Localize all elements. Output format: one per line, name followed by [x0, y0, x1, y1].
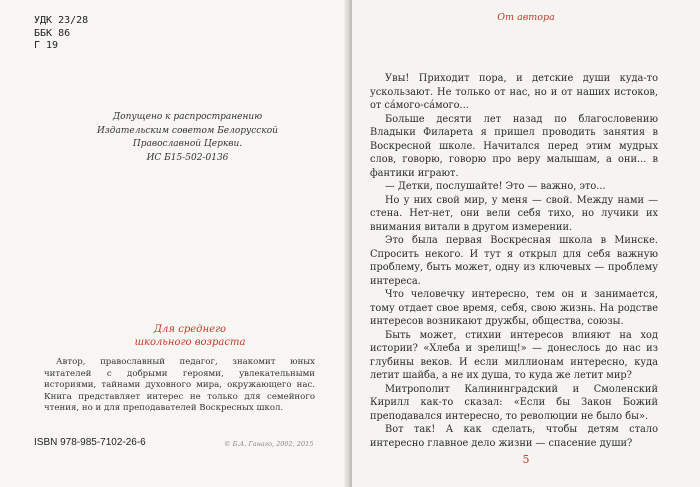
audience-line: школьного возраста — [134, 337, 246, 348]
age-audience — [110, 323, 270, 349]
paragraph: Это была первая Воскресная школа в Минске. Спросить некого. И тут я открыл для себя важную проблему, быть может, одну из ключевых — проблему интереса. — [370, 235, 658, 287]
bbk-line: ББК 86 — [34, 27, 71, 39]
paragraph: Митрополит Калининградский и Смоленский Кирилл как-то сказал: «Если бы Закон Божий преподавался интересно, то революции не было бы». — [370, 383, 658, 422]
paragraph: Больше десяти лет назад по благословению Владыки Филарета я пришел проводить занятия в Воскресной школе. Начитался перед этим мудрых слов, говорю, говорю про веру малышам, а они... в фантики играют. — [370, 113, 658, 179]
paragraph: Быть может, стихии интересов влияют на ход истории? «Хлеба и зрелищ!» — донеслось до нас из глубины веков. И если миллионам интересно, куда летит шайба, а не их душа, то куда же летит мир? — [370, 329, 658, 381]
audience-line: Для среднего — [153, 324, 227, 335]
right-page — [352, 0, 700, 487]
isbn: ISBN 978-985-7102-26-6 — [34, 437, 146, 448]
foreword-text — [370, 72, 658, 450]
author-mark-line: Г 19 — [34, 40, 59, 51]
approval-line: Допущено к распространению — [112, 112, 263, 122]
paragraph: — Детки, послушайте! Это — важно, это... — [385, 181, 606, 192]
classification-codes — [34, 15, 88, 53]
approval-code: ИС Б15-502-0136 — [146, 152, 229, 163]
book-annotation: Автор, православный педагог, знакомит юных читателей с добрыми героями, увлекательными историями, тайнами духовного мира, окружающего нас. Книга представляет интерес не только для семейного чтения, но и для преподавателей Воскресных школ. — [44, 357, 315, 413]
approval-line: Издательским советом Белорусской — [97, 125, 278, 136]
paragraph: Вот так! А как сделать, чтобы детям стало интересно главное дело жизни — спасение души? — [370, 424, 658, 449]
approval-notice — [85, 111, 290, 165]
page-number: 5 — [522, 453, 530, 466]
left-page — [0, 0, 349, 487]
running-header: От автора — [497, 12, 555, 23]
approval-line: Православной Церкви. — [132, 139, 243, 149]
copyright: © Б.А. Ганаго, 2002, 2015 — [224, 440, 314, 448]
paragraph: Что человечку интересно, тем он и занимается, тому отдает свое время, себя, свою жизнь. На родстве интересов возникают дружбы, общества, союзы. — [370, 289, 658, 327]
paragraph: Но у них свой мир, у меня — свой. Между нами — стена. Нет-нет, они вели себя тихо, но лучики их внимания витали в другом измерении. — [370, 194, 658, 233]
paragraph: Увы! Приходит пора, и детские души куда-то ускользают. Не только от нас, но и от наших истоков, от сáмого-сáмого... — [370, 73, 658, 111]
udc-line: УДК 23/28 — [34, 15, 89, 26]
